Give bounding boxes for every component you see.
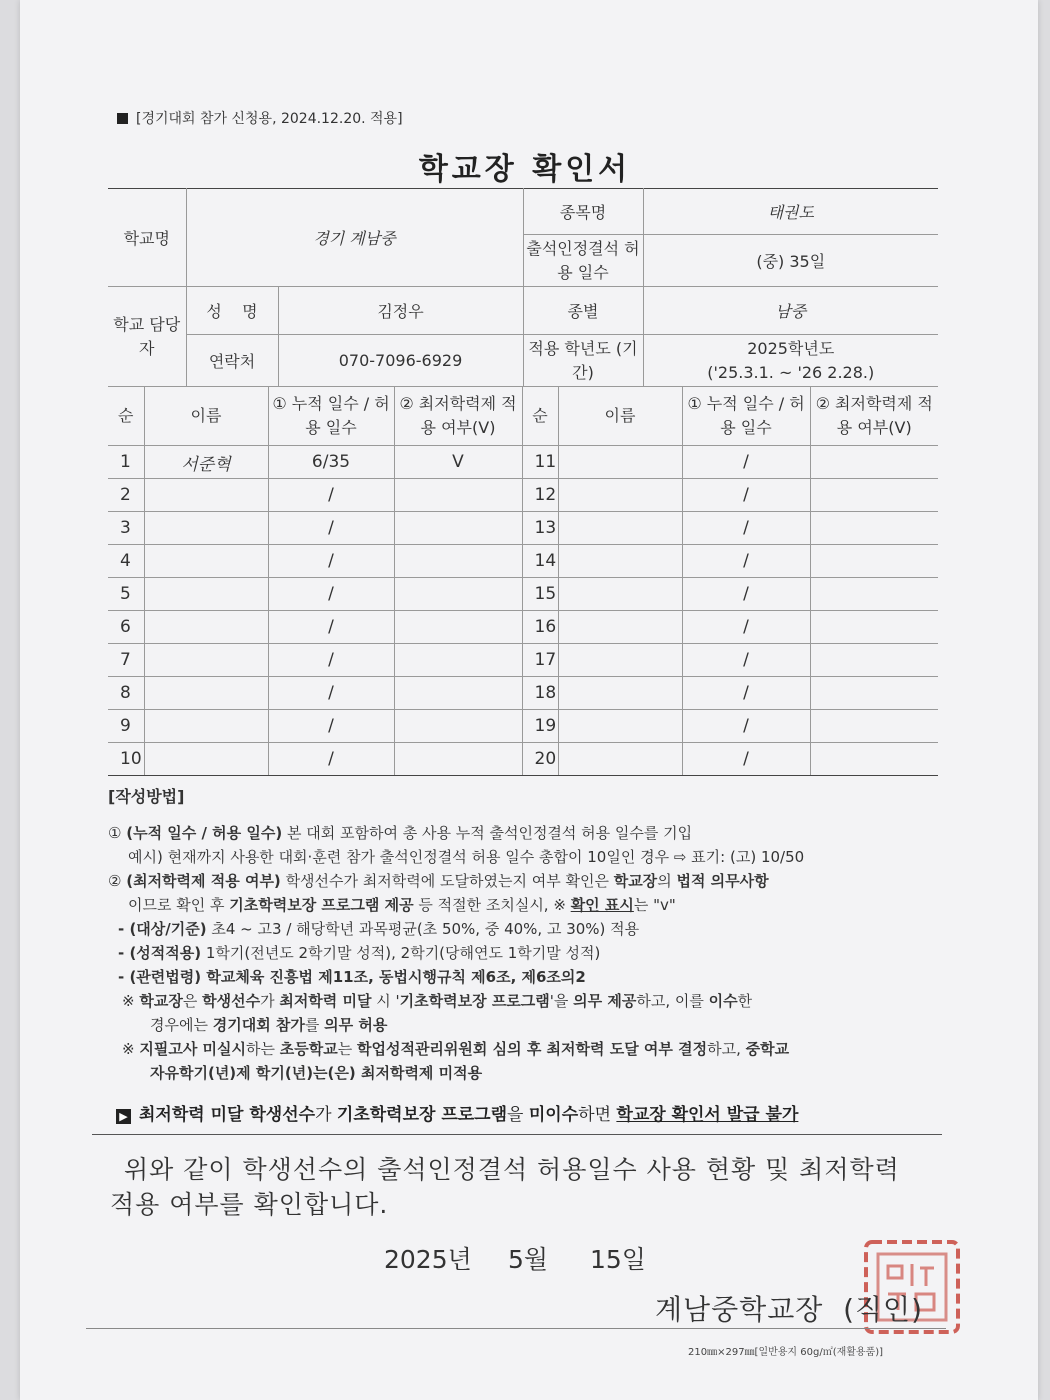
row-number: 20 (522, 743, 558, 776)
header-days: ① 누적 일수 / 허용 일수 (268, 387, 394, 446)
roster-row (108, 677, 938, 710)
term: 의무 제공 (573, 992, 637, 1010)
text: 가 (315, 1105, 337, 1125)
method-item-1-example: 예시) 현재까지 사용한 대회·훈련 참가 출석인정결석 허용 일수 총합이 10일인 경우 ⇨ 표기: (고) 10/50 (128, 848, 805, 866)
text: 이므로 확인 후 (128, 896, 230, 914)
note-1-cont (108, 1013, 944, 1037)
roster-row (108, 479, 938, 512)
text: 학생선수가 최저학력에 도달하였는지 여부 확인은 (280, 872, 614, 890)
year-label: 적용 학년도 (기간) (523, 335, 643, 387)
school-info-table (108, 188, 938, 386)
text: 기초학력보장 프로그램 (336, 1105, 508, 1125)
term: 이수 (708, 992, 738, 1010)
student-name (144, 545, 268, 578)
row-number: 17 (522, 644, 558, 677)
days-count: / (268, 710, 394, 743)
student-name (144, 479, 268, 512)
date-day: 15일 (590, 1245, 646, 1274)
days-count: / (268, 512, 394, 545)
student-name (144, 512, 268, 545)
minimum-applied (394, 611, 522, 644)
row-number: 1 (108, 446, 144, 479)
term: - (관련법령) (118, 968, 202, 986)
row-number: 5 (108, 578, 144, 611)
days-count: / (682, 743, 810, 776)
text: 하면 (578, 1105, 617, 1125)
term: 지필고사 미실시 (139, 1040, 246, 1058)
row-number: 7 (108, 644, 144, 677)
student-name (144, 644, 268, 677)
row-number: 16 (522, 611, 558, 644)
minimum-applied (394, 644, 522, 677)
student-name (558, 743, 682, 776)
row-number: 13 (522, 512, 558, 545)
manager-label: 학교 담당자 (108, 287, 186, 387)
writing-method-section (108, 784, 944, 1085)
term: 최저학력 미달 (279, 992, 372, 1010)
student-name (144, 578, 268, 611)
roster-row (108, 446, 938, 479)
confirm-line-2: 적용 여부를 확인합니다. (110, 1190, 389, 1219)
confirmation-statement (110, 1152, 950, 1222)
text: 시 ' (371, 992, 400, 1010)
days-count: / (682, 677, 810, 710)
text: 본 대회 포함하여 총 사용 누적 출석인정결석 허용 일수를 기입 (282, 824, 693, 842)
text: 미이수 (528, 1105, 579, 1125)
term: (최저학력제 적용 여부) (126, 872, 281, 890)
text: 학교체육 진흥법 제11조, 동법시행규칙 제6조, 제6조의2 (201, 968, 586, 986)
row-number: 19 (522, 710, 558, 743)
date-year: 2025년 (384, 1245, 472, 1274)
school-name-value: 경기 계남중 (186, 189, 523, 287)
text: '을 (549, 992, 574, 1010)
manager-name-value: 김정우 (278, 287, 523, 335)
student-name (558, 512, 682, 545)
minimum-applied (810, 512, 938, 545)
roster-row (108, 644, 938, 677)
row-number: 18 (522, 677, 558, 710)
term: 초등학교 (279, 1040, 338, 1058)
student-name (558, 611, 682, 644)
header-no: 순 (522, 387, 558, 446)
contact-label: 연락처 (186, 335, 278, 387)
year-text: 2025학년도 (747, 339, 835, 359)
student-name (144, 677, 268, 710)
detail-grades (108, 941, 944, 965)
row-number: 2 (108, 479, 144, 512)
contact-value: 070-7096-6929 (278, 335, 523, 387)
student-name (558, 644, 682, 677)
header-name: 이름 (144, 387, 268, 446)
days-count: / (268, 743, 394, 776)
text: ※ (122, 992, 140, 1010)
term: 기초학력보장 프로그램 제공 (229, 896, 414, 914)
header-applied: ② 최저학력제 적용 여부(V) (394, 387, 522, 446)
term: - (성적적용) (118, 944, 202, 962)
term: 확인 표시 (570, 896, 634, 914)
text: 은 (182, 992, 203, 1010)
roster-row (108, 611, 938, 644)
text: 하고, (707, 1040, 746, 1058)
term: 의무 허용 (324, 1016, 388, 1034)
row-number: 10 (108, 743, 144, 776)
header-name: 이름 (558, 387, 682, 446)
year-period: ('25.3.1. ~ '26 2.28.) (707, 362, 875, 382)
days-count: / (682, 446, 810, 479)
note-2 (108, 1037, 944, 1061)
allowed-days-value: (중) 35일 (643, 235, 938, 287)
text: 하는 (246, 1040, 280, 1058)
row-number: 9 (108, 710, 144, 743)
minimum-applied (810, 611, 938, 644)
row-number: 8 (108, 677, 144, 710)
minimum-applied (810, 578, 938, 611)
text: 을 (507, 1105, 529, 1125)
term: 학교장 (139, 992, 183, 1010)
footer-divider (86, 1328, 946, 1329)
days-count: / (682, 644, 810, 677)
minimum-applied (394, 578, 522, 611)
minimum-applied (810, 644, 938, 677)
category-label: 종별 (523, 287, 643, 335)
paper-spec: 210㎜×297㎜[일반용지 60g/㎡(재활용품)] (688, 1347, 884, 1358)
method-item-1 (108, 821, 944, 845)
minimum-applied (810, 743, 938, 776)
text: 를 (304, 1016, 325, 1034)
student-roster-table (108, 386, 938, 774)
square-bullet-icon (117, 113, 128, 124)
student-name (558, 677, 682, 710)
days-count: / (682, 512, 810, 545)
minimum-applied (394, 710, 522, 743)
text: 등 적절한 조치실시, ※ (413, 896, 571, 914)
header-days: ① 누적 일수 / 허용 일수 (682, 387, 810, 446)
text: 의 (657, 872, 677, 890)
row-number: 15 (522, 578, 558, 611)
detail-law (108, 965, 944, 989)
note-1 (108, 989, 944, 1013)
student-name (144, 743, 268, 776)
text: 한 (737, 992, 753, 1010)
method-item-2-cont (108, 893, 944, 917)
detail-target (108, 917, 944, 941)
minimum-applied (810, 677, 938, 710)
roster-row (108, 512, 938, 545)
sport-label: 종목명 (523, 189, 643, 235)
term: 기초학력보장 프로그램 (399, 992, 550, 1010)
student-name (558, 479, 682, 512)
days-count: / (268, 677, 394, 710)
term: 학생선수 (202, 992, 261, 1010)
date-month: 5월 (508, 1245, 549, 1274)
text: 최저학력 미달 학생선수 (139, 1105, 316, 1125)
term: 중학교 (745, 1040, 790, 1058)
row-number: 6 (108, 611, 144, 644)
days-count: / (268, 611, 394, 644)
student-name: 서준혁 (144, 446, 268, 479)
minimum-applied (394, 512, 522, 545)
allowed-days-label: 출석인정결석 허용 일수 (523, 235, 643, 287)
header-no: 순 (108, 387, 144, 446)
minimum-applied (810, 545, 938, 578)
minimum-applied (394, 677, 522, 710)
text: 가 (260, 992, 280, 1010)
student-name (144, 710, 268, 743)
version-note (117, 108, 403, 128)
days-count: / (268, 578, 394, 611)
days-count: / (682, 578, 810, 611)
minimum-applied (810, 446, 938, 479)
days-count: / (682, 545, 810, 578)
student-name (558, 710, 682, 743)
text: 는 "v" (633, 896, 676, 914)
text: 학교장 확인서 발급 불가 (616, 1105, 799, 1125)
manager-name-label: 성 명 (186, 287, 278, 335)
year-value (643, 335, 938, 387)
days-count: / (268, 545, 394, 578)
text: 는 (337, 1040, 357, 1058)
method-title: [작성방법] (108, 787, 185, 806)
roster-row (108, 545, 938, 578)
minimum-applied: V (394, 446, 522, 479)
issuance-notice (116, 1100, 798, 1125)
text: 하고, 이를 (636, 992, 709, 1010)
arrow-box-icon: ▶ (116, 1109, 131, 1124)
text: 초4 ~ 고3 / 해당학년 과목평균(초 50%, 중 40%, 고 30%) 적용 (206, 920, 640, 938)
row-number: 11 (522, 446, 558, 479)
roster-row (108, 743, 938, 776)
method-item-2 (108, 869, 944, 893)
text: 경우에는 (150, 1016, 213, 1034)
row-number: 3 (108, 512, 144, 545)
row-number: 12 (522, 479, 558, 512)
principal-signature: 계남중학교장 (직인) (655, 1293, 924, 1326)
days-count: / (682, 479, 810, 512)
sport-value: 태권도 (643, 189, 938, 235)
minimum-applied (394, 743, 522, 776)
student-name (558, 446, 682, 479)
days-count: 6/35 (268, 446, 394, 479)
minimum-applied (810, 710, 938, 743)
term: (누적 일수 / 허용 일수) (126, 824, 283, 842)
term: 경기대회 참가 (212, 1016, 305, 1034)
school-name-label: 학교명 (108, 189, 186, 287)
minimum-applied (394, 479, 522, 512)
roster-row (108, 578, 938, 611)
days-count: / (682, 611, 810, 644)
row-number: 4 (108, 545, 144, 578)
days-count: / (682, 710, 810, 743)
category-value: 남중 (643, 287, 938, 335)
confirm-line-1: 위와 같이 학생선수의 출석인정결석 허용일수 사용 현황 및 최저학력 (124, 1155, 900, 1184)
text: 1학기(전년도 2학기말 성적), 2학기(당해연도 1학기말 성적) (201, 944, 601, 962)
student-name (558, 545, 682, 578)
term: 법적 의무사항 (676, 872, 769, 890)
header-applied: ② 최저학력제 적용 여부(V) (810, 387, 938, 446)
text: ※ (122, 1040, 140, 1058)
version-note-text: [경기대회 참가 신청용, 2024.12.20. 적용] (136, 111, 403, 127)
minimum-applied (394, 545, 522, 578)
term: 학교장 (613, 872, 658, 890)
note-2-cont: 자유학기(년)제 학기(년)는(은) 최저학력제 미적용 (150, 1064, 483, 1082)
document-title: 학교장 확인서 (418, 152, 632, 187)
days-count: / (268, 644, 394, 677)
term: 학업성적관리위원회 심의 후 최저학력 도달 여부 결정 (356, 1040, 708, 1058)
roster-row (108, 710, 938, 743)
row-number: 14 (522, 545, 558, 578)
student-name (144, 611, 268, 644)
minimum-applied (810, 479, 938, 512)
student-name (558, 578, 682, 611)
circled-two: ② (108, 872, 127, 890)
divider (92, 1134, 942, 1135)
term: - (대상/기준) (118, 920, 207, 938)
circled-one: ① (108, 824, 127, 842)
days-count: / (268, 479, 394, 512)
